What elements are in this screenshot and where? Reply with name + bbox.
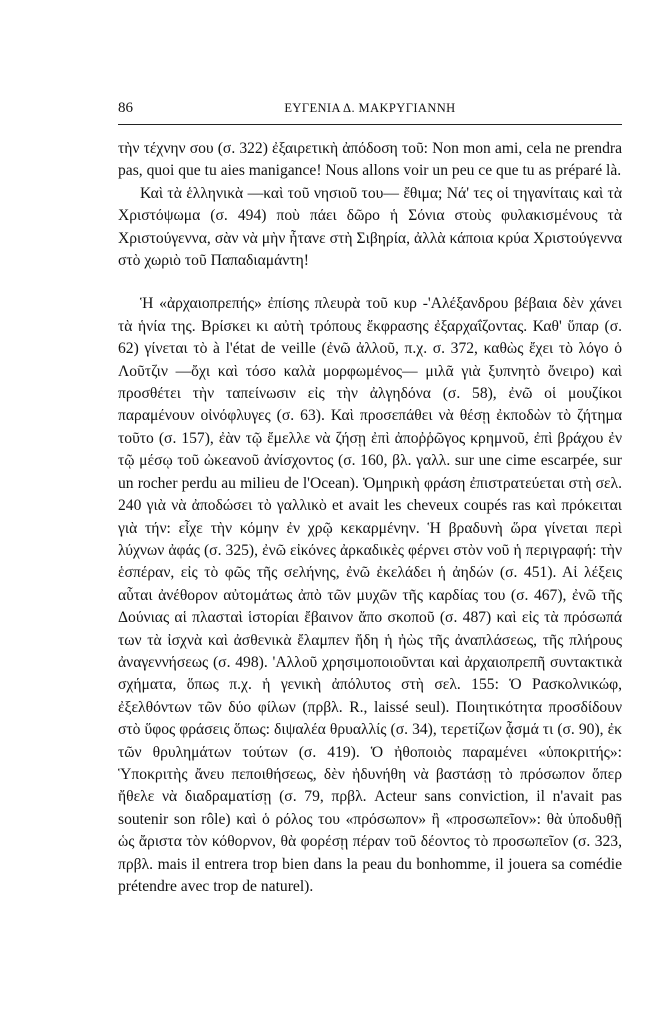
body-text xyxy=(118,138,622,898)
page-header xyxy=(118,100,622,122)
running-head: ΕΥΓΕΝΙΑ Δ. ΜΑΚΡΥΓΙΑΝΝΗ xyxy=(284,101,456,115)
header-rule xyxy=(118,124,622,125)
paragraph-1: τὴν τέχνην σου (σ. 322) ἐξαιρετικὴ ἀπόδοση τοῦ: Non mon ami, cela ne prendra pas, quoi que tu aies manigance! Nous allons voir un peu ce que tu as préparé là. xyxy=(118,140,622,180)
paragraph-2: Καὶ τὰ ἑλληνικὰ —καὶ τοῦ νησιοῦ του— ἔθιμα; Νά' τες οἱ τηγανίταις καὶ τὰ Χριστόψωμα (σ. 494) ποὺ πάει δῶρο ἡ Σόνια στοὺς φυλακισμένους τὰ Χριστούγεννα, σὰν νὰ μὴν ἦτανε στὴ Σιβηρία, ἀλλὰ κάποια κρύα Χριστούγεννα στὸ χωριὸ τοῦ Παπαδιαμάντη! xyxy=(118,184,622,270)
page-number: 86 xyxy=(118,100,133,116)
paragraph-3: Ἡ «ἀρχαιοπρεπής» ἐπίσης πλευρὰ τοῦ κυρ -'Αλέξανδρου βέβαια δὲν χάνει τὰ ἡνία της. Βρίσκει κι αὐτὴ τρόπους ἔκφρασης ἐξαρχαΐζοντας. Καθ' ὕπαρ (σ. 62) γίνεται τὸ à l'état de veille (ἐνῶ ἀλλοῦ, π.χ. σ. 372, καθὼς ἔχει τὸ λόγο ὁ Λοῦτζιν —ὄχι καὶ τόσο καλὰ μορφωμένος— μιλᾶ γιὰ ξυπνητὸ ὄνειρο) καὶ προσθέτει τὴν ταπείνωσιν εἰς τὴν ἀλγηδόνα (σ. 58), ἐνῶ οἱ μουζίκοι παραμένουν οἰνόφλυγες (σ. 63). Καὶ προσεπάθει νὰ θέσῃ ἐκποδὼν τὸ ζήτημα τοῦτο (σ. 157), ἐὰν τῷ ἔμελλε νὰ ζήσῃ ἐπὶ ἀποῤῥῶγος κρημνοῦ, ἐπὶ βράχου ἐν τῷ μέσῳ τοῦ ὠκεανοῦ ἀνίσχοντος (σ. 160, βλ. γαλλ. sur une cime escarpée, sur un rocher perdu au milieu de l'Ocean). Ὁμηρικὴ φράση ἐπιστρατεύεται στὴ σελ. 240 γιὰ νὰ ἀποδώσει τὸ γαλλικὸ et avait les cheveux coupés ras καὶ πρόκειται γιὰ τήν: εἶχε τὴν κόμην ἐν χρῷ κεκαρμένην. Ἡ βραδυνὴ ὥρα γίνεται περὶ λύχνων ἀφάς (σ. 325), ἐνῶ εἰκόνες ἀρκαδικὲς φέρνει στὸν νοῦ ἡ περιγραφή: τὴν ἑσπέραν, εἰς τὸ φῶς τῆς σελήνης, ἐνῶ ἐκελάδει ἡ ἀηδών (σ. 451). Αἱ λέξεις αὗται ἀνέθορον αὐτομάτως ἀπὸ τῶν μυχῶν τῆς καρδίας του (σ. 467), ἐνῶ τῆς Δούνιας αἱ πλασταὶ ἱστορίαι ἔβαινον ἄπο σκοποῦ (σ. 487) καὶ εἰς τὰ πρόσωπά των τὰ ἰσχνὰ καὶ ἀσθενικὰ ἔλαμπεν ἤδη ἡ ἠὼς τῆς ἀναπλάσεως, τῆς πλήρους ἀναγεννήσεως (σ. 498). 'Αλλοῦ χρησιμοποιοῦνται καὶ ἀρχαιοπρεπῆ συντακτικὰ σχήματα, ὅπως π.χ. ἡ γενικὴ ἀπόλυτος στὴ σελ. 155: Ὁ Ρασκολνικώφ, ἐξελθόντων τῶν δύο φίλων (πρβλ. R., laissé seul). Ποιητικότητα προσδίδουν στὸ ὕφος φράσεις ὅπως: διψαλέα θρυαλλίς (σ. 34), τερετίζων ᾆσμά τι (σ. 90), ἐκ τῶν θρυλημάτων τούτων (σ. 419). Ὁ ἠθοποιὸς παραμένει «ὑποκριτής»: Ὑποκριτὴς ἄνευ πεποιθήσεως, δὲν ἠδυνήθη νὰ βαστάσῃ τὸ πρόσωπον ὅπερ ἤθελε νὰ διαδραματίσῃ (σ. 79, πρβλ. Acteur sans conviction, il n'avait pas soutenir son rôle) καὶ ὁ ρόλος του «πρόσωπον» ἢ «προσωπεῖον»: θὰ ὑποδυθῇ ὡς ἄριστα τὸν κόθορνον, θὰ φορέσῃ πέραν τοῦ δέοντος τὸ προσωπεῖον (σ. 323, πρβλ. mais il entrera trop bien dans la peau du bonhomme, il jouera sa comédie prétendre avec trop de naturel). xyxy=(118,295,622,895)
